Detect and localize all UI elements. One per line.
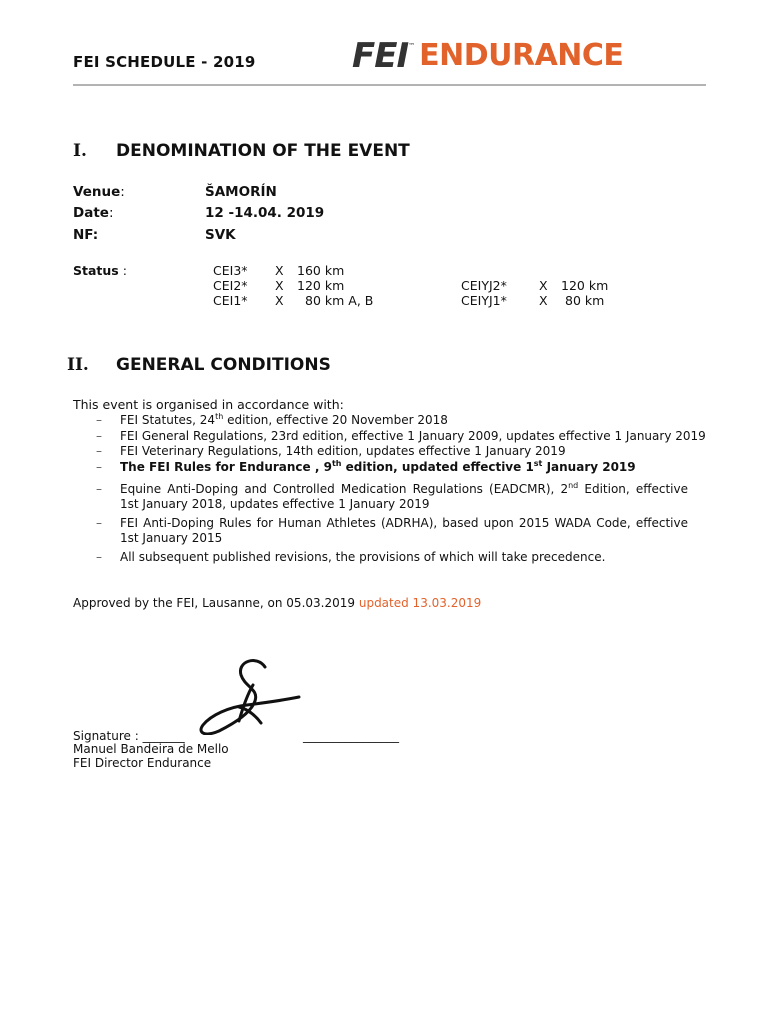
nf-label: NF: <box>73 227 99 243</box>
signatory-name: Manuel Bandeira de Mello <box>73 742 229 756</box>
status-dist: 80 km A, B <box>305 293 374 308</box>
status-code: CEIYJ1* <box>461 293 507 308</box>
status-x: X <box>275 293 284 308</box>
approval-update: updated 13.03.2019 <box>358 596 482 610</box>
venue-value: ŠAMORÍN <box>205 184 277 200</box>
status-dist: 120 km <box>561 278 609 293</box>
list-item: FEI General Regulations, 23rd edition, effective 1 January 2009, updates effective 1 January 2019 <box>120 429 706 443</box>
schedule-title: FEI SCHEDULE - 2019 <box>73 53 256 71</box>
logo-endurance: ENDURANCE <box>419 38 624 73</box>
list-bullet: – <box>96 413 102 427</box>
list-bullet: – <box>96 516 102 530</box>
signature-label: Signature : _______ <box>73 729 185 743</box>
list-item: FEI Anti-Doping Rules for Human Athletes (ADRHA), based upon 2015 WADA Code, effective 1st January 2015 <box>120 516 688 545</box>
list-item: FEI Statutes, 24th edition, effective 20 November 2018 <box>120 412 448 427</box>
header-divider <box>73 84 706 86</box>
approval-statement: Approved by the FEI, Lausanne, on 05.03.2019 updated 13.03.2019 <box>73 596 482 610</box>
signature-line: ________________ <box>303 729 399 743</box>
section-2-number: II. <box>67 355 89 375</box>
status-dist: 80 km <box>565 293 605 308</box>
conditions-intro: This event is organised in accordance with: <box>73 397 344 412</box>
status-label: Status : <box>73 263 127 278</box>
fei-endurance-logo <box>352 38 623 74</box>
nf-value: SVK <box>205 227 236 243</box>
list-item: The FEI Rules for Endurance , 9th edition, updated effective 1st January 2019 <box>120 459 636 474</box>
handwritten-signature <box>195 655 305 735</box>
list-item: Equine Anti-Doping and Controlled Medication Regulations (EADCMR), 2nd Edition, effective 1st January 2018, updates effective 1 January 2019 <box>120 481 688 511</box>
status-x: X <box>539 278 548 293</box>
status-code: CEI1* <box>213 293 248 308</box>
list-bullet: – <box>96 444 102 458</box>
list-bullet: – <box>96 550 102 564</box>
status-code: CEI3* <box>213 263 248 278</box>
venue-label: Venue: <box>73 184 125 200</box>
logo-fei: FEI <box>352 36 409 76</box>
status-code: CEIYJ2* <box>461 278 507 293</box>
section-1-title: DENOMINATION OF THE EVENT <box>116 141 410 161</box>
signatory-role: FEI Director Endurance <box>73 756 212 770</box>
list-bullet: – <box>96 429 102 443</box>
list-item: FEI Veterinary Regulations, 14th edition, updates effective 1 January 2019 <box>120 444 566 458</box>
status-dist: 160 km <box>297 263 345 278</box>
list-bullet: – <box>96 482 102 496</box>
date-value: 12 -14.04. 2019 <box>205 205 325 221</box>
section-2-title: GENERAL CONDITIONS <box>116 355 331 375</box>
list-item: All subsequent published revisions, the provisions of which will take precedence. <box>120 550 606 564</box>
status-x: X <box>275 278 284 293</box>
date-label: Date: <box>73 205 114 221</box>
logo-trademark: ™ <box>408 42 416 50</box>
status-code: CEI2* <box>213 278 248 293</box>
status-x: X <box>275 263 284 278</box>
status-dist: 120 km <box>297 278 345 293</box>
section-1-number: I. <box>73 141 87 161</box>
list-bullet: – <box>96 460 102 474</box>
status-x: X <box>539 293 548 308</box>
